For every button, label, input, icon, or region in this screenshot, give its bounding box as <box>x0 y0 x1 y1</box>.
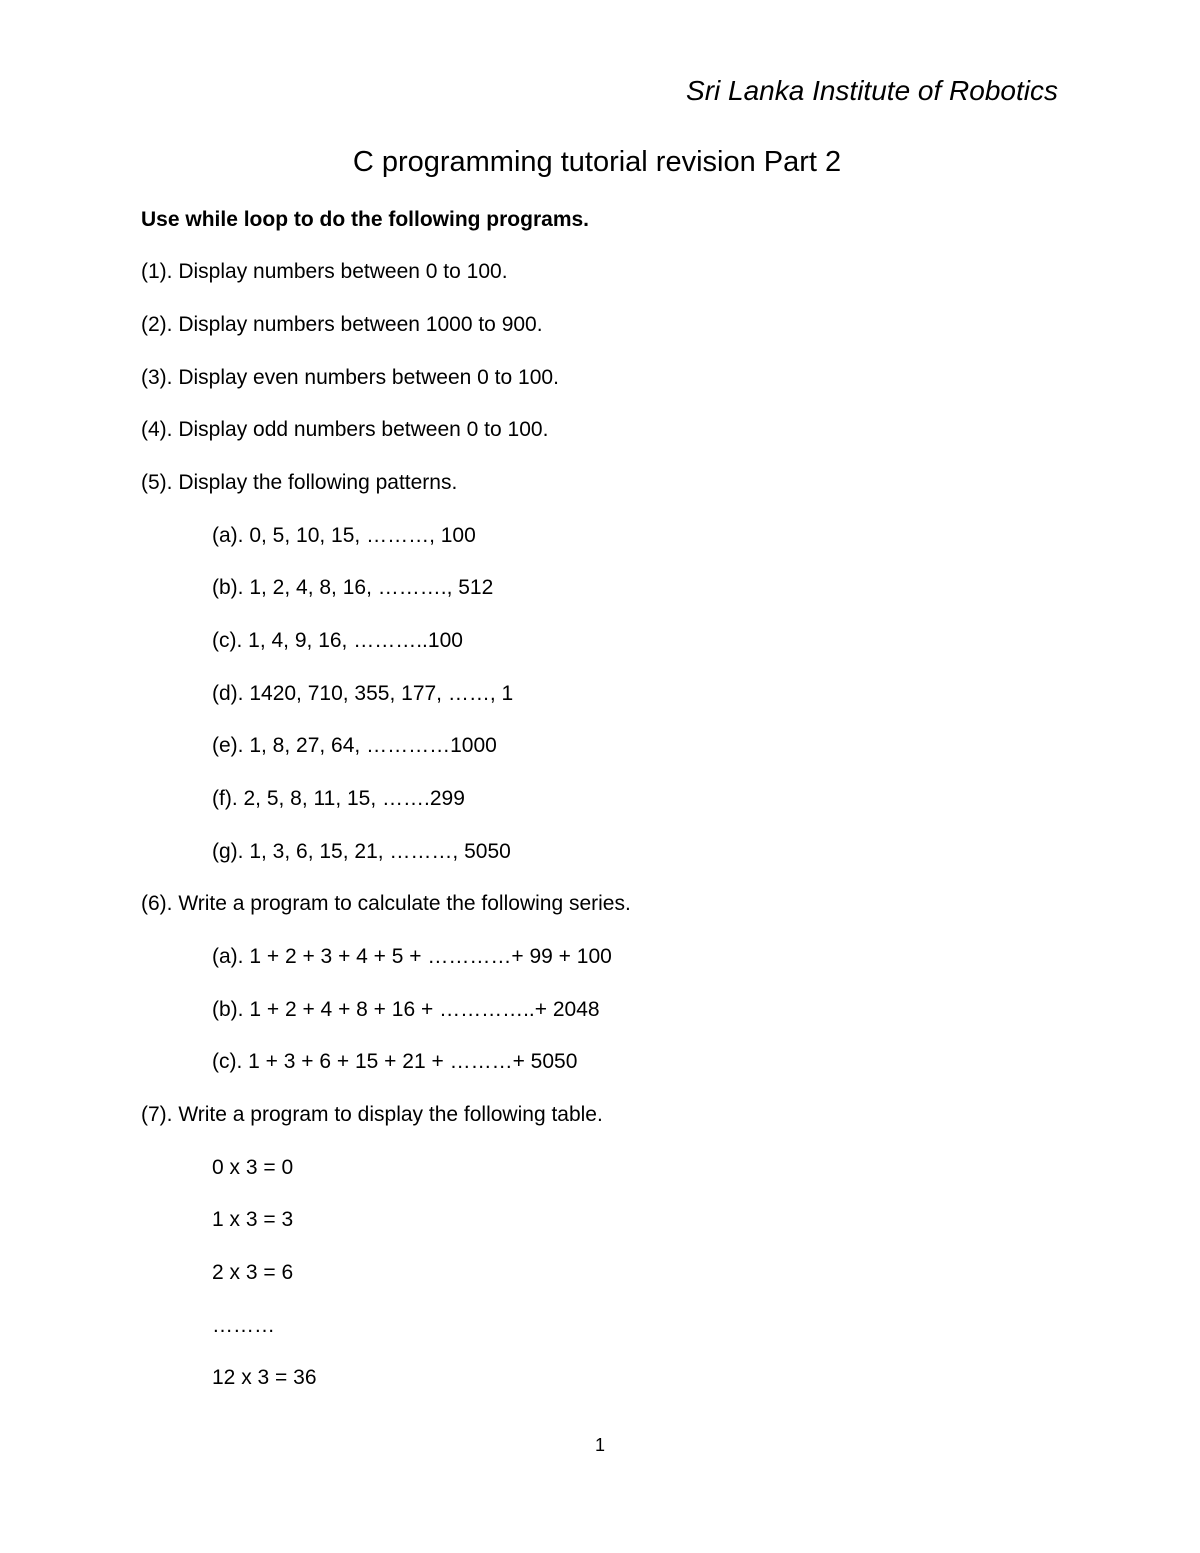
pattern-item-c: (c). 1, 4, 9, 16, ………..100 <box>212 629 463 652</box>
pattern-item-b: (b). 1, 2, 4, 8, 16, ………., 512 <box>212 576 494 599</box>
page-number: 1 <box>594 1435 605 1455</box>
instruction-text: Use while loop to do the following programs. <box>141 208 590 231</box>
table-row: 2 x 3 = 6 <box>212 1261 294 1284</box>
question-5: (5). Display the following patterns. <box>141 471 458 494</box>
question-6: (6). Write a program to calculate the following series. <box>141 892 631 915</box>
table-row-ellipsis: ……… <box>212 1314 275 1337</box>
question-4: (4). Display odd numbers between 0 to 100. <box>141 418 549 441</box>
pattern-item-d: (d). 1420, 710, 355, 177, ……, 1 <box>212 682 514 705</box>
page-title: C programming tutorial revision Part 2 <box>352 146 842 178</box>
series-item-a: (a). 1 + 2 + 3 + 4 + 5 + …………+ 99 + 100 <box>212 945 612 968</box>
pattern-item-f: (f). 2, 5, 8, 11, 15, …….299 <box>212 787 465 810</box>
series-item-b: (b). 1 + 2 + 4 + 8 + 16 + …………..+ 2048 <box>212 998 600 1021</box>
question-2: (2). Display numbers between 1000 to 900. <box>141 313 543 336</box>
question-7: (7). Write a program to display the following table. <box>141 1103 603 1126</box>
question-3: (3). Display even numbers between 0 to 100. <box>141 366 559 389</box>
question-1: (1). Display numbers between 0 to 100. <box>141 260 508 283</box>
table-row: 0 x 3 = 0 <box>212 1156 294 1179</box>
pattern-item-e: (e). 1, 8, 27, 64, …………1000 <box>212 734 497 757</box>
organization-name: Sri Lanka Institute of Robotics <box>686 75 1058 106</box>
series-item-c: (c). 1 + 3 + 6 + 15 + 21 + ………+ 5050 <box>212 1050 578 1073</box>
table-row: 1 x 3 = 3 <box>212 1208 294 1231</box>
pattern-item-a: (a). 0, 5, 10, 15, ………, 100 <box>212 524 476 547</box>
table-row: 12 x 3 = 36 <box>212 1366 317 1389</box>
pattern-item-g: (g). 1, 3, 6, 15, 21, ………, 5050 <box>212 840 511 863</box>
